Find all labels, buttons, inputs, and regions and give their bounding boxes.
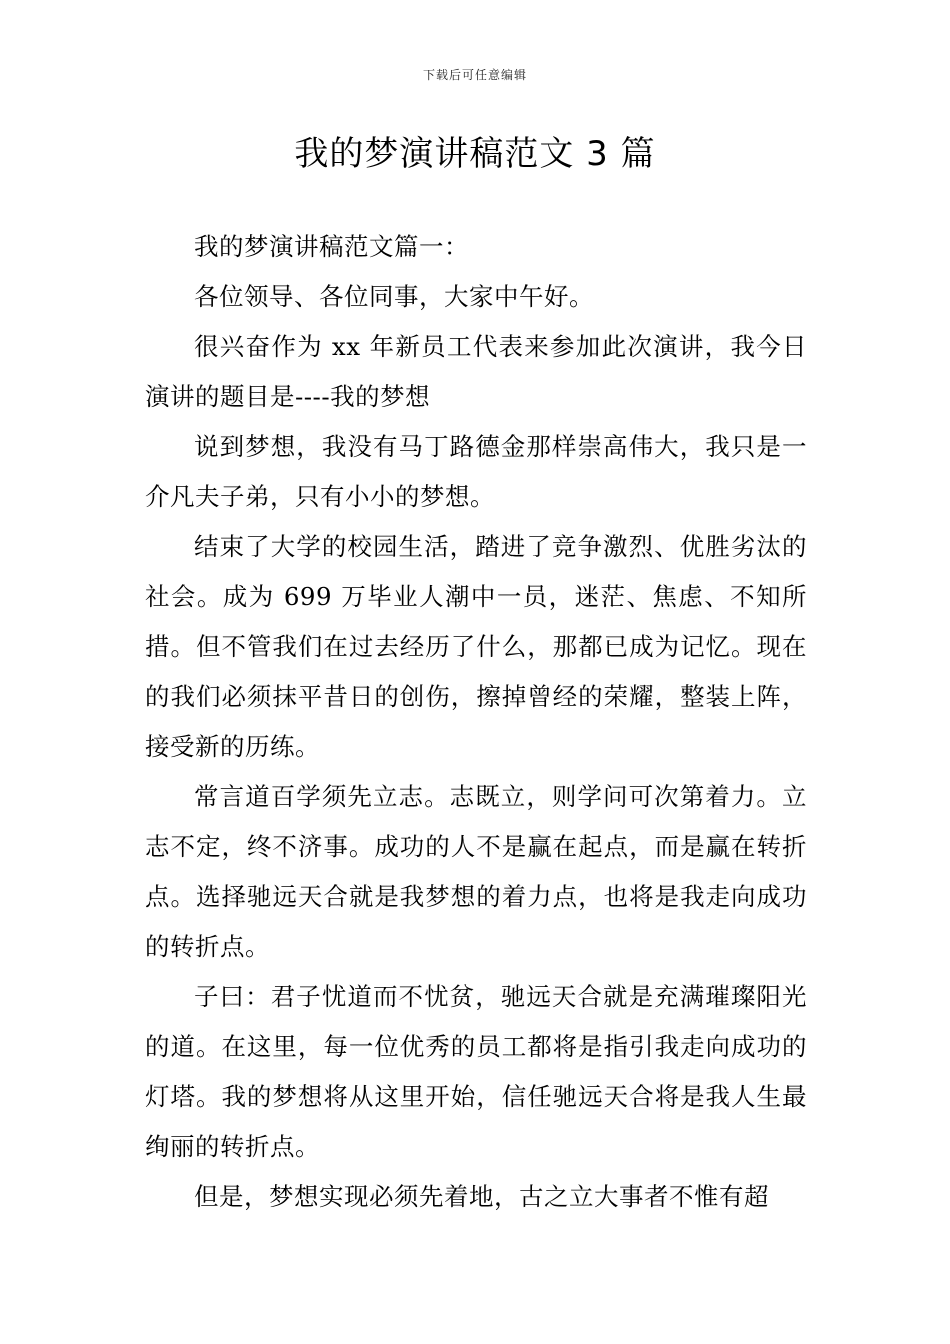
header-note: 下载后可任意编辑: [422, 68, 527, 82]
paragraph: 各位领导、各位同事，大家中午好。: [194, 282, 594, 311]
paragraph: 常言道百学须先立志。志既立，则学问可次第着力。立志不定，终不济事。成功的人不是赢在起点，而是赢在转折点。选择驰远天合就是我梦想的着力点，也将是我走向成功的转折点。: [145, 782, 807, 961]
paragraph: 我的梦演讲稿范文篇一：: [194, 232, 469, 261]
paragraph: 说到梦想，我没有马丁路德金那样崇高伟大，我只是一介凡夫子弟，只有小小的梦想。: [145, 432, 807, 511]
paragraph: 结束了大学的校园生活，踏进了竞争激烈、优胜劣汰的社会。成为 699 万毕业人潮中一员，迷茫、焦虑、不知所措。但不管我们在过去经历了什么，那都已成为记忆。现在的我们必须抹平昔日的创伤，擦掉曾经的荣耀，整装上阵，接受新的历练。: [145, 532, 807, 761]
paragraph: 很兴奋作为 xx 年新员工代表来参加此次演讲，我今日演讲的题目是----我的梦想: [145, 332, 807, 411]
paragraph: 但是，梦想实现必须先着地，古之立大事者不惟有超: [194, 1182, 769, 1211]
document-body: [145, 222, 807, 1222]
page-title: 我的梦演讲稿范文 3 篇: [294, 134, 656, 174]
paragraph: 子曰：君子忧道而不忧贫，驰远天合就是充满璀璨阳光的道。在这里，每一位优秀的员工都将是指引我走向成功的灯塔。我的梦想将从这里开始，信任驰远天合将是我人生最绚丽的转折点。: [145, 982, 807, 1161]
